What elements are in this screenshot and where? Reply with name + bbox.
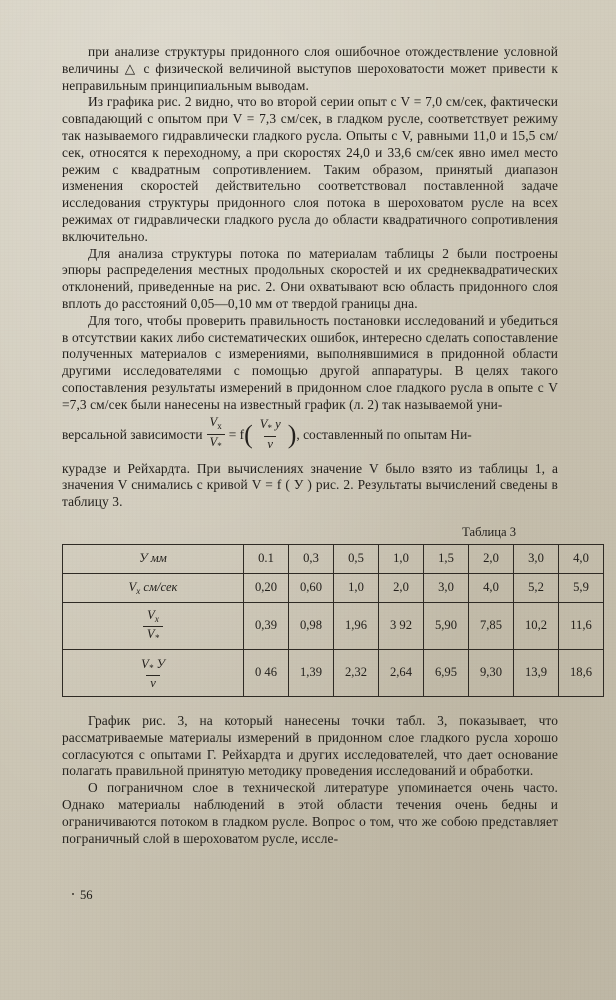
cell-value: 0.1 — [244, 544, 289, 573]
right-paren: ) — [287, 420, 297, 450]
formula-suffix-text: , составленный по опытам Ни- — [296, 426, 472, 442]
row-label-vx-over-vstar: $\frac{V_x}{V_*}$ — [63, 602, 244, 649]
cell-value: 1,5 — [424, 544, 469, 573]
cell-value: 0,3 — [289, 544, 334, 573]
cell-value: 4,0 — [469, 573, 514, 602]
formula-equals-f: = f — [228, 426, 245, 442]
cell-value: 2,0 — [379, 573, 424, 602]
cell-value: 13,9 — [514, 649, 559, 696]
fraction-denominator: $V_*$ — [207, 434, 225, 453]
paragraph-6: О пограничном слое в технической литературе упоминается очень часто. Однако материалы наблюдений в этой области течения очень бедны и ограничиваются потоком в гладком русле. Вопрос о том, что же собою представляет пограничный слой в шероховатом русле, иссле- — [62, 780, 558, 846]
inner-denominator: ν — [264, 436, 276, 451]
table-row — [63, 602, 604, 649]
cell-value: 0 46 — [244, 649, 289, 696]
cell-value: 18,6 — [559, 649, 604, 696]
page-content — [62, 44, 593, 847]
row-label-y-mm: У мм — [63, 544, 244, 573]
table-caption: Таблица 3 — [462, 524, 516, 539]
paragraph-5: График рис. 3, на который нанесены точки табл. 3, показывает, что рассматриваемые материалы измерений в придонном слое гладкого русла хорошо согласуются с опытами Г. Рейхардта и других исследователей, что дает основание полагать правильной принятую методику проведения исследований и обработки. — [62, 712, 558, 779]
cell-value: 0,60 — [289, 573, 334, 602]
cell-value: 3 92 — [379, 602, 424, 649]
cell-value: 3,0 — [514, 544, 559, 573]
paragraph-4: Для того, чтобы проверить правильность постановки исследований и убедиться в отсутствии каких либо систематических ошибок, интересно сделать сопоставление полученных материалов с измерениями, выполнявшимися в придонной области другими исследователями с помощью другой аппаратуры. В целях такого сопоставления результаты измерений в придонном слое гладкого русла в опыте с V =7,3 см/сек были нанесены на известный график (л. 2) так называемой уни- — [62, 312, 558, 412]
cell-value: 1,0 — [334, 573, 379, 602]
results-table — [62, 544, 604, 697]
fraction-vx-vstar — [207, 416, 225, 453]
formula-prefix-text: версальной зависимости — [62, 426, 203, 442]
cell-value: 0,98 — [289, 602, 334, 649]
inner-numerator: $V_*$ у — [259, 416, 281, 433]
table-row — [63, 573, 604, 602]
formula-universal-dependence — [62, 416, 558, 453]
cell-value: 2,64 — [379, 649, 424, 696]
row-label-vstar-y-over-nu: $\frac{V_* У}{\nu}$ — [63, 649, 244, 696]
paragraph-2: Из графика рис. 2 видно, что во второй серии опыт с V = 7,0 см/сек, фактически совпадающий с опытом при V = 7,3 см/сек, в гладком русле, соответствует режиму так называемого гидравлически гладкого русла. Опыты с V, равными 11,0 и 15,5 см/сек, относятся к переходному, а при скоростях 24,0 и 33,6 см/сек явно имел место режим с квадратным сопротивлением. Таким образом, принятый диапазон изменения скоростей действительно соответствовал поставленной задаче исследования структуры придонного слоя потока в шероховатом русле на всех режимах от гидравлически гладкого русла до области квадратичного сопротивления включительно. — [62, 94, 558, 244]
cell-value: 2,32 — [334, 649, 379, 696]
fraction-numerator: $V_x$ — [209, 414, 222, 431]
cell-value: 5,90 — [424, 602, 469, 649]
cell-value: 4,0 — [559, 544, 604, 573]
cell-value: 0,20 — [244, 573, 289, 602]
cell-value: 0,5 — [334, 544, 379, 573]
row-label-vx-cm-s: $V_x$ см/сек — [63, 573, 244, 602]
cell-value: 6,95 — [424, 649, 469, 696]
cell-value: 1,39 — [289, 649, 334, 696]
cell-value: 10,2 — [514, 602, 559, 649]
cell-value: 11,6 — [559, 602, 604, 649]
left-paren: ( — [244, 420, 253, 450]
cell-value: 3,0 — [424, 573, 469, 602]
paragraph-after-formula: курадзе и Рейхардта. При вычислениях значение V было взято из таблицы 1, а значения V снимались с кривой V = f ( У ) рис. 2. Результаты вычислений сведены в таблицу 3. — [62, 460, 558, 510]
paragraph-1: при анализе структуры придонного слоя ошибочное отождествление условной величины △ с физической величиной выступов шероховатости может привести к неправильным принципиальным выводам. — [62, 44, 558, 93]
results-table-wrapper — [62, 544, 593, 697]
cell-value: 0,39 — [244, 602, 289, 649]
cell-value: 5,9 — [559, 573, 604, 602]
table-row — [63, 649, 604, 696]
page-number: 56 — [80, 888, 93, 902]
cell-value: 1,0 — [379, 544, 424, 573]
fraction-vstar-y-nu — [257, 418, 284, 451]
cell-value: 7,85 — [469, 602, 514, 649]
page-number-dot — [72, 893, 74, 895]
cell-value: 1,96 — [334, 602, 379, 649]
paragraph-3: Для анализа структуры потока по материалам таблицы 2 были построены эпюры распределения местных продольных скоростей и их среднеквадратических отклонений, приведенные на рис. 2. Они охватывают всю область придонного слоя вплоть до расстояний 0,05—0,10 мм от твердой границы дна. — [62, 245, 558, 311]
cell-value: 2,0 — [469, 544, 514, 573]
table-row — [63, 544, 604, 573]
cell-value: 9,30 — [469, 649, 514, 696]
cell-value: 5,2 — [514, 573, 559, 602]
